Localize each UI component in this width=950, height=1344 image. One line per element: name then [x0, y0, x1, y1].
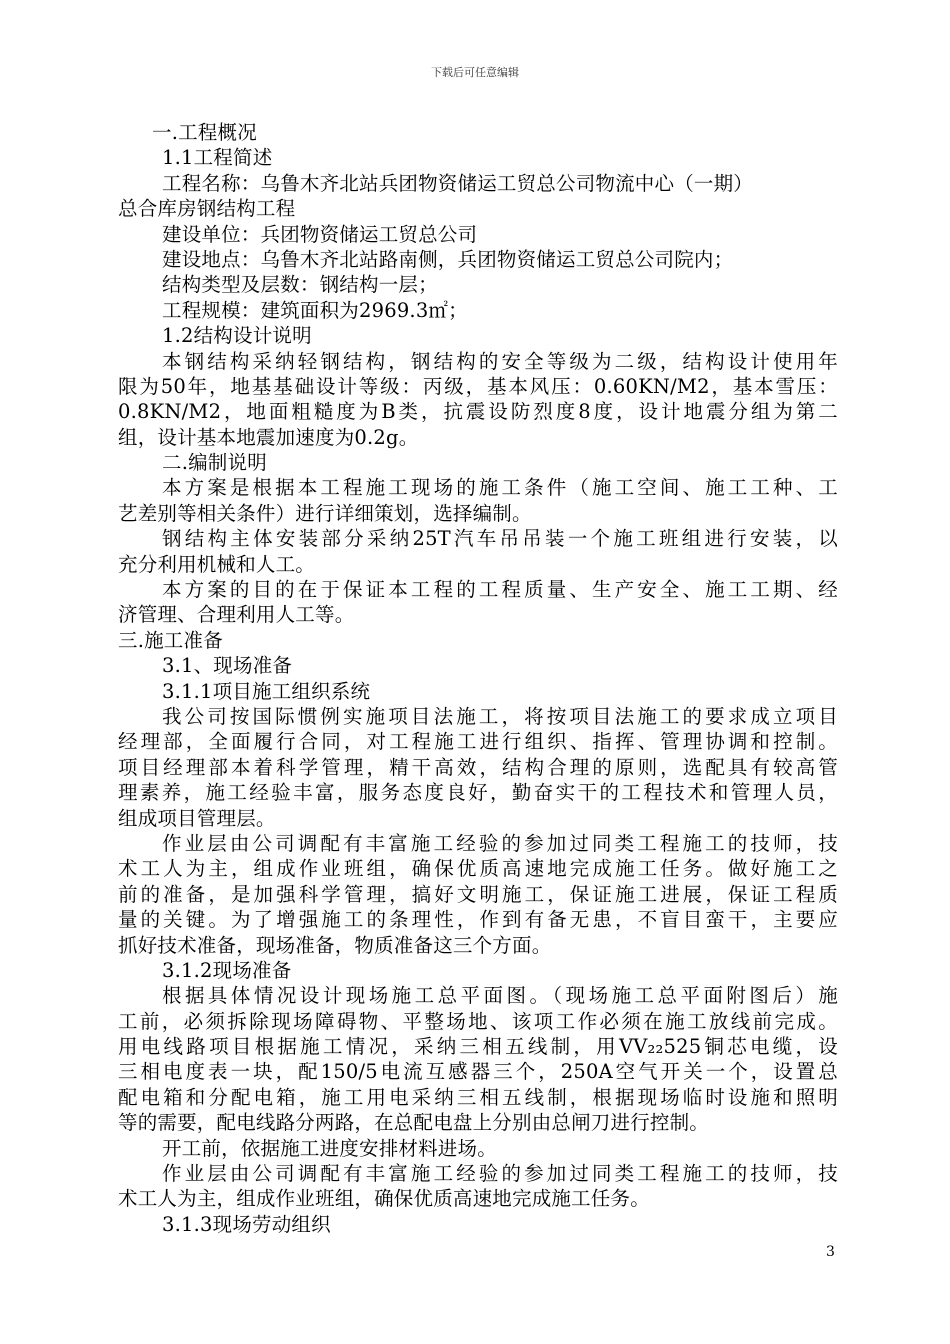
document-body: [118, 120, 838, 1237]
text-line: 组，设计基本地震加速度为0.2g。: [118, 425, 419, 449]
text-line: 作业层由公司调配有丰富施工经验的参加过同类工程施工的技师，技: [162, 1162, 838, 1186]
page-number: 3: [826, 1244, 835, 1260]
text-line: 本方案的目的在于保证本工程的工程质量、生产安全、施工工期、经: [162, 578, 838, 602]
text-line: 总合库房钢结构工程: [118, 197, 296, 221]
page-header: 下载后可任意编辑: [431, 66, 519, 79]
text-line: 组成项目管理层。: [118, 806, 276, 830]
text-line: 用电线路项目根据施工情况，采纳三相五线制，用VV₂₂525铜芯电缆，设: [118, 1035, 838, 1059]
text-line: 建设地点：乌鲁木齐北站路南侧，兵团物资储运工贸总公司院内；: [162, 247, 734, 271]
text-line: 工程名称：乌鲁木齐北站兵团物资储运工贸总公司物流中心（一期）: [162, 171, 754, 195]
text-line: 三相电度表一块，配150/5电流互感器三个，250A空气开关一个，设置总: [118, 1060, 838, 1084]
text-line: 经理部，全面履行合同，对工程施工进行组织、指挥、管理协调和控制。: [118, 730, 838, 754]
text-line: 钢结构主体安装部分采纳25T汽车吊吊装一个施工班组进行安装，以: [162, 527, 838, 551]
text-line: 我公司按国际惯例实施项目法施工，将按项目法施工的要求成立项目: [162, 704, 838, 728]
text-line: 开工前，依据施工进度安排材料进场。: [162, 1136, 497, 1160]
text-line: 1.2结构设计说明: [162, 324, 312, 348]
text-line: 济管理、合理利用人工等。: [118, 603, 355, 627]
text-line: 理素养，施工经验丰富，服务态度良好，勤奋实干的工程技术和管理人员，: [118, 781, 838, 805]
text-line: 三.施工准备: [118, 628, 223, 652]
text-line: 结构类型及层数：钢结构一层；: [162, 273, 438, 297]
text-line: 3.1、现场准备: [162, 654, 293, 678]
text-line: 1.1工程简述: [162, 146, 273, 170]
text-line: 3.1.2现场准备: [162, 958, 292, 982]
text-line: 工前，必须拆除现场障碍物、平整场地、该项工作必须在施工放线前完成。: [118, 1009, 838, 1033]
text-line: 量的关键。为了增强施工的条理性，作到有备无患，不盲目蛮干，主要应: [118, 908, 838, 932]
text-line: 3.1.3现场劳动组织: [162, 1212, 331, 1236]
text-line: 建设单位：兵团物资储运工贸总公司: [162, 222, 478, 246]
text-line: 一.工程概况: [152, 121, 257, 144]
text-line: 3.1.1项目施工组织系统: [162, 679, 371, 703]
text-line: 二.编制说明: [162, 451, 267, 475]
text-line: 配电箱和分配电箱，施工用电采纳三相五线制，根据现场临时设施和照明: [118, 1085, 838, 1109]
text-line: 工程规模：建筑面积为2969.3㎡；: [162, 298, 468, 322]
text-line: 项目经理部本着科学管理，精干高效，结构合理的原则，选配具有较高管: [118, 755, 838, 779]
text-line: 艺差别等相关条件）进行详细策划，选择编制。: [118, 501, 532, 525]
text-line: 根据具体情况设计现场施工总平面图。（现场施工总平面附图后）施: [162, 984, 838, 1008]
text-line: 限为50年，地基基础设计等级：丙级，基本风压：0.60KN/M2，基本雪压：: [118, 374, 838, 398]
text-line: 作业层由公司调配有丰富施工经验的参加过同类工程施工的技师，技: [162, 831, 838, 855]
text-line: 抓好技术准备，现场准备，物质准备这三个方面。: [118, 933, 552, 957]
text-line: 充分利用机械和人工。: [118, 552, 316, 576]
text-line: 0.8KN/M2，地面粗糙度为B类，抗震设防烈度8度，设计地震分组为第二: [118, 400, 838, 424]
text-line: 术工人为主，组成作业班组，确保优质高速地完成施工任务。: [118, 1187, 650, 1211]
text-line: 本钢结构采纳轻钢结构，钢结构的安全等级为二级，结构设计使用年: [162, 349, 838, 373]
text-line: 本方案是根据本工程施工现场的施工条件（施工空间、施工工种、工: [162, 476, 838, 500]
text-line: 等的需要，配电线路分两路，在总配电盘上分别由总闸刀进行控制。: [118, 1111, 710, 1135]
text-line: 术工人为主，组成作业班组，确保优质高速地完成施工任务。做好施工之: [118, 857, 838, 881]
text-line: 前的准备，是加强科学管理，搞好文明施工，保证施工进展，保证工程质: [118, 882, 838, 906]
